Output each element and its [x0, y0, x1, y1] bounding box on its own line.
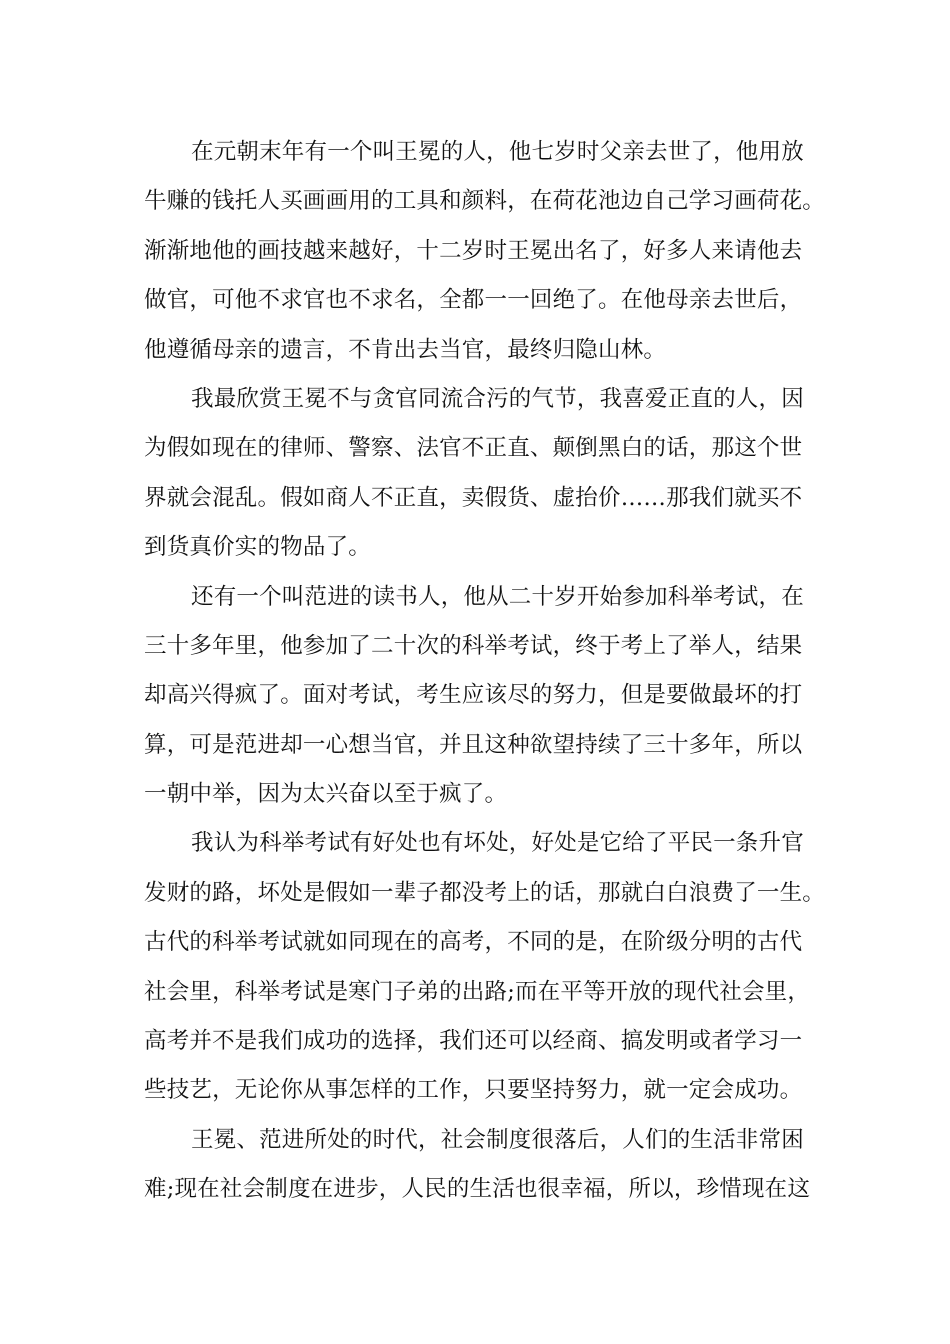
- paragraph-2: [144, 375, 824, 573]
- text-line: 些技艺，无论你从事怎样的工作，只要坚持努力，就一定会成功。: [144, 1077, 803, 1104]
- text-line: 三十多年里，他参加了二十次的科举考试，终于考上了举人，结果: [144, 632, 803, 659]
- text-line: 社会里，科举考试是寒门子弟的出路;而在平等开放的现代社会里，: [144, 978, 811, 1005]
- text-line: 古代的科举考试就如同现在的高考，不同的是，在阶级分明的古代: [144, 929, 803, 956]
- paragraph-5: [144, 1116, 824, 1215]
- text-line: 为假如现在的律师、警察、法官不正直、颠倒黑白的话，那这个世: [144, 435, 803, 462]
- text-line: 到货真价实的物品了。: [144, 534, 372, 561]
- paragraph-1: [144, 128, 824, 375]
- text-line: 做官，可他不求官也不求名，全都一一回绝了。在他母亲去世后，: [144, 287, 803, 314]
- text-line: 在元朝末年有一个叫王冕的人，他七岁时父亲去世了，他用放: [191, 139, 804, 165]
- paragraph-4: [144, 819, 824, 1115]
- text-line: 高考并不是我们成功的选择，我们还可以经商、搞发明或者学习一: [144, 1028, 803, 1055]
- text-line: 王冕、范进所处的时代，社会制度很落后，人们的生活非常困: [191, 1126, 804, 1153]
- text-line: 他遵循母亲的遗言，不肯出去当官，最终归隐山林。: [144, 336, 667, 363]
- text-line: 还有一个叫范进的读书人，他从二十岁开始参加科举考试，在: [191, 583, 804, 610]
- text-line: 发财的路，坏处是假如一辈子都没考上的话，那就白白浪费了一生。: [144, 879, 826, 906]
- text-line: 算，可是范进却一心想当官，并且这种欲望持续了三十多年，所以: [144, 731, 803, 758]
- document-body: [144, 128, 824, 1215]
- text-line: 却高兴得疯了。面对考试，考生应该尽的努力，但是要做最坏的打: [144, 682, 803, 709]
- text-line: 我认为科举考试有好处也有坏处，好处是它给了平民一条升官: [191, 830, 804, 857]
- text-line: 渐渐地他的画技越来越好，十二岁时王冕出名了，好多人来请他去: [144, 237, 803, 264]
- text-line: 我最欣赏王冕不与贪官同流合污的气节，我喜爱正直的人，因: [191, 385, 804, 412]
- text-line: 难;现在社会制度在进步，人民的生活也很幸福，所以，珍惜现在这: [144, 1176, 811, 1203]
- text-line: 界就会混乱。假如商人不正直，卖假货、虚抬价……那我们就买不: [144, 484, 803, 511]
- text-line: 牛赚的钱托人买画画用的工具和颜料，在荷花池边自己学习画荷花。: [144, 188, 826, 215]
- paragraph-3: [144, 573, 824, 820]
- text-line: 一朝中举，因为太兴奋以至于疯了。: [144, 781, 508, 808]
